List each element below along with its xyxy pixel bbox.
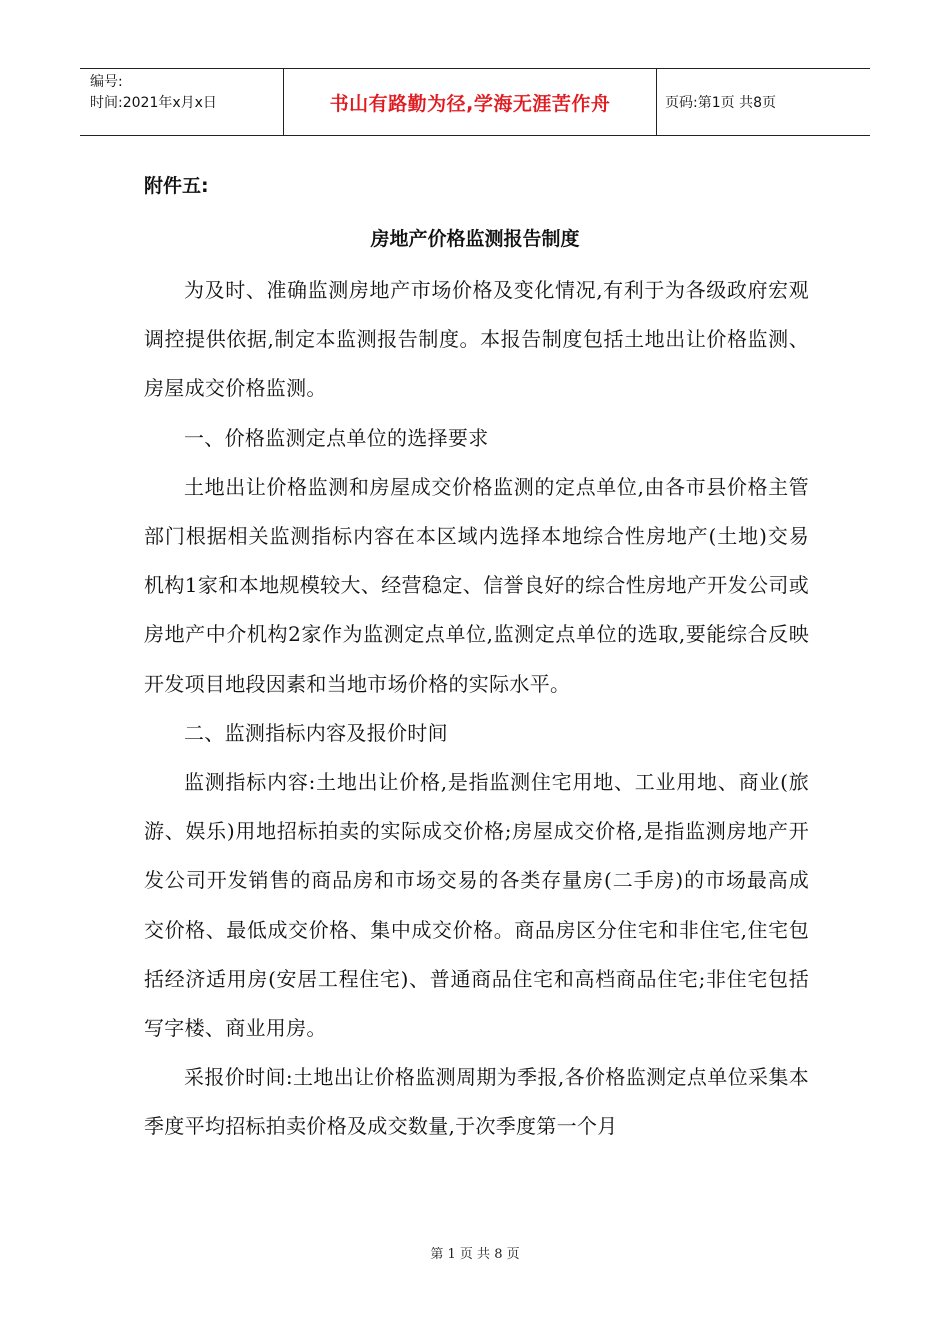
header-page-cell xyxy=(657,69,870,135)
header-meta xyxy=(80,69,283,135)
page-footer: 第 1 页 共 8 页 xyxy=(430,1247,520,1262)
header-motto-cell xyxy=(283,69,657,135)
document-body xyxy=(144,266,809,1152)
paragraph-intro: 为及时、准确监测房地产市场价格及变化情况,有利于为各级政府宏观调控提供依据,制定本监测报告制度。本报告制度包括土地出让价格监测、房屋成交价格监测。 xyxy=(144,278,809,401)
document-title: 房地产价格监测报告制度 xyxy=(370,228,580,250)
header-motto: 书山有路勤为径,学海无涯苦作舟 xyxy=(329,92,611,115)
paragraph-monitoring-indicators: 监测指标内容:土地出让价格,是指监测住宅用地、工业用地、商业(旅游、娱乐)用地招标拍卖的实际成交价格;房屋成交价格,是指监测房地产开发公司开发销售的商品房和市场交易的各类存量房(二手房)的市场最高成交价格、最低成交价格、集中成交价格。商品房区分住宅和非住宅,住宅包括经济适用房(安居工程住宅)、普通商品住宅和高档商品住宅;非住宅包括写字楼、商业用房。 xyxy=(144,770,809,1041)
attachment-label: 附件五: xyxy=(144,175,209,197)
document-time-label: 时间:2021年x月x日 xyxy=(90,95,217,111)
document-number-label: 编号: xyxy=(90,74,123,90)
section-heading-1: 一、价格监测定点单位的选择要求 xyxy=(184,425,489,450)
paragraph-selection-requirements: 土地出让价格监测和房屋成交价格监测的定点单位,由各市县价格主管部门根据相关监测指标内容在本区域内选择本地综合性房地产(土地)交易机构1家和本地规模较大、经营稳定、信誉良好的综合性房地产开发公司或房地产中介机构2家作为监测定点单位,监测定点单位的选取,要能综合反映开发项目地段因素和当地市场价格的实际水平。 xyxy=(144,474,809,696)
paragraph-reporting-time: 采报价时间:土地出让价格监测周期为季报,各价格监测定点单位采集本季度平均招标拍卖价格及成交数量,于次季度第一个月 xyxy=(144,1065,809,1139)
document-header xyxy=(80,68,870,136)
header-page-label: 页码:第1页 共8页 xyxy=(665,95,776,111)
section-heading-2: 二、监测指标内容及报价时间 xyxy=(184,720,448,745)
